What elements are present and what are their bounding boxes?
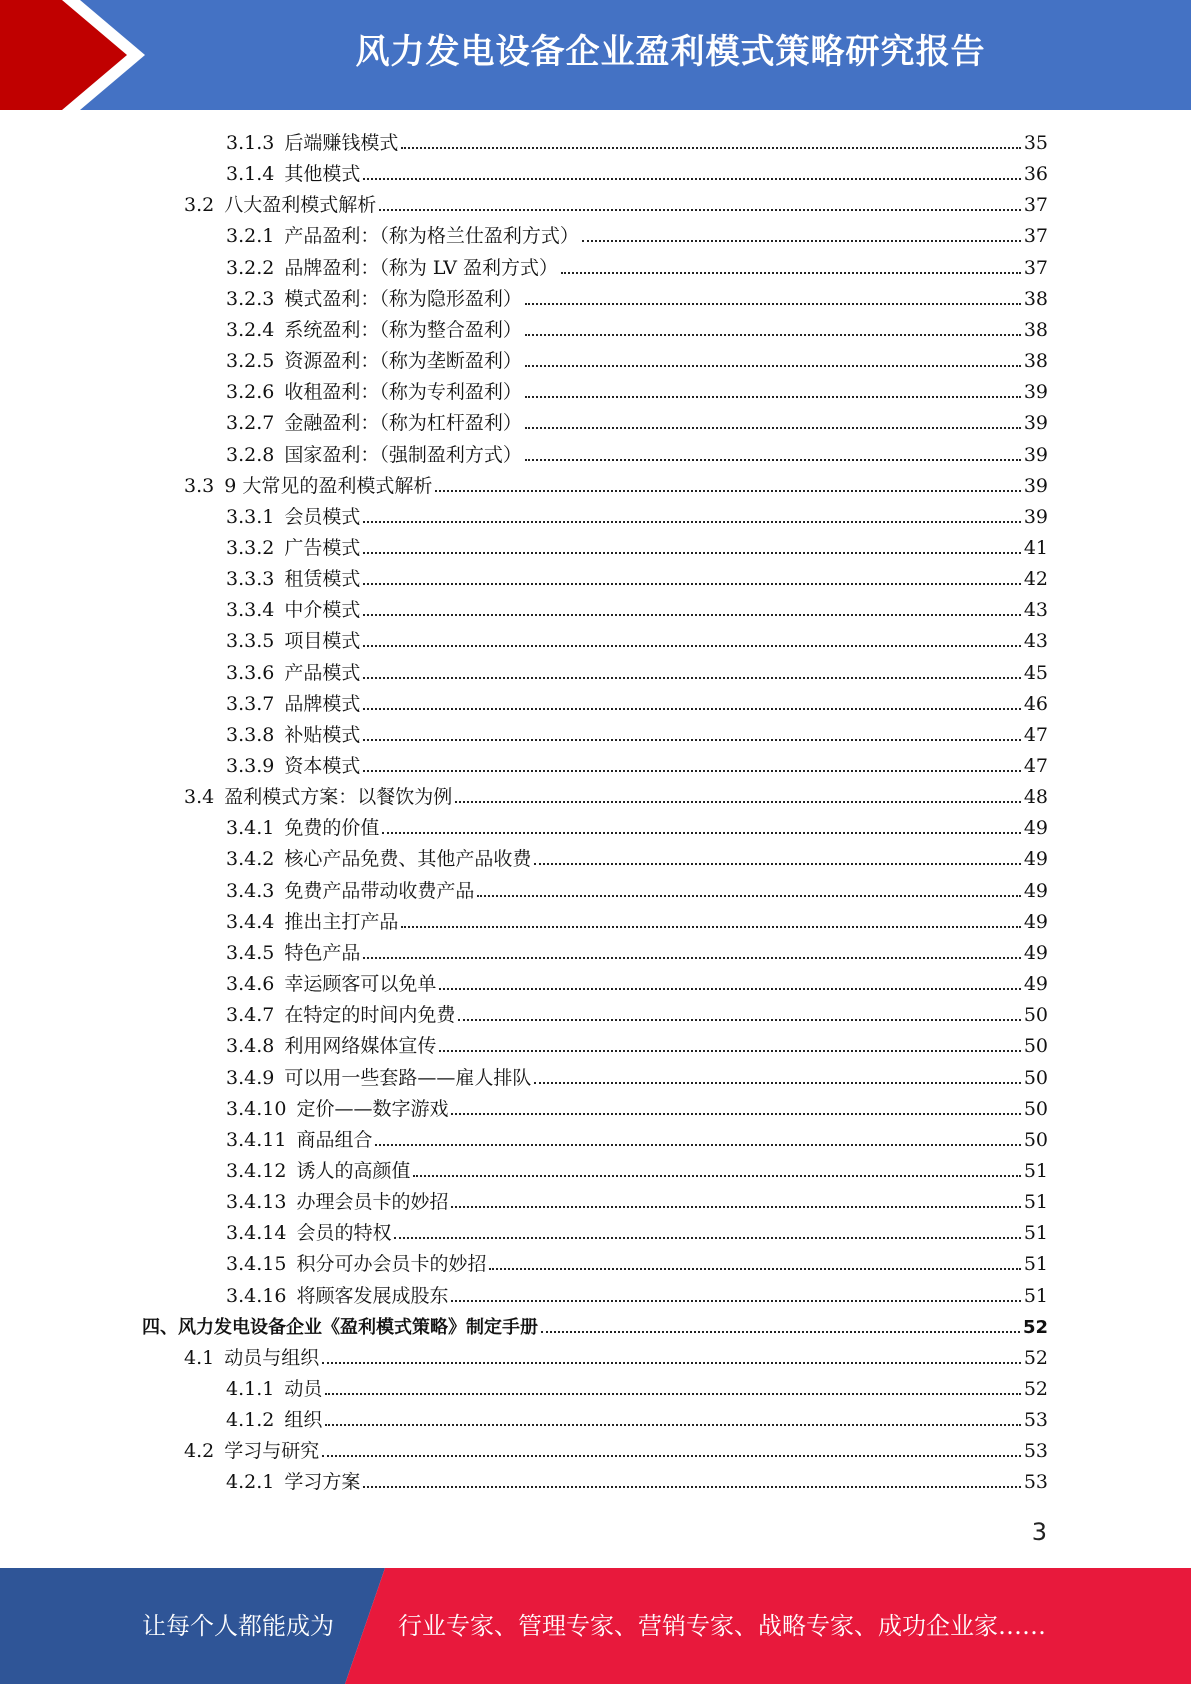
toc-entry-number: 3.4.13 [226,1191,287,1214]
toc-entry-title: 学习与研究 [224,1440,320,1463]
toc-entry-page: 49 [1023,879,1048,902]
toc-dot-leader [322,1362,1021,1364]
toc-dot-leader [541,1331,1020,1333]
page-footer [0,1568,1191,1684]
toc-entry[interactable] [226,1187,1048,1218]
toc-entry-number: 3.4 [184,786,215,809]
toc-entry-title: 幸运顾客可以免单 [284,973,437,996]
toc-dot-leader [455,801,1021,803]
toc-entry-page: 45 [1023,661,1048,684]
toc-entry[interactable] [226,502,1048,533]
toc-entry[interactable] [226,564,1048,595]
toc-entry[interactable] [226,938,1048,969]
toc-entry-page: 53 [1023,1409,1048,1432]
toc-entry[interactable] [226,907,1048,938]
toc-entry-number: 3.4.8 [226,1035,275,1058]
toc-entry[interactable] [184,471,1048,502]
toc-entry-number: 3.4.12 [226,1159,287,1182]
toc-entry[interactable] [226,346,1048,377]
toc-entry-number: 3.4.11 [226,1128,287,1151]
toc-dot-leader [363,178,1020,180]
toc-entry-title: 学习方案 [284,1471,361,1494]
toc-entry[interactable] [142,1312,1048,1343]
toc-entry-page: 43 [1023,630,1048,653]
toc-entry-title: 动员 [284,1378,323,1400]
toc-entry[interactable] [226,408,1048,439]
toc-dot-leader [458,1019,1020,1021]
toc-dot-leader [363,1486,1020,1488]
toc-dot-leader [363,614,1020,616]
toc-entry-title: 在特定的时间内免费 [284,1004,456,1027]
toc-entry-number: 4.2.1 [226,1471,275,1494]
toc-dot-leader [325,1424,1020,1426]
toc-entry[interactable] [226,1467,1048,1498]
toc-entry-page: 49 [1023,910,1048,933]
toc-entry-page: 50 [1023,1035,1048,1058]
toc-entry-page: 51 [1023,1284,1048,1307]
toc-entry-number: 3.3.3 [226,568,275,591]
toc-entry-title: 八大盈利模式解析 [224,194,377,217]
toc-entry-number: 3.3.7 [226,692,275,715]
toc-entry-number: 4.1.2 [226,1409,275,1432]
toc-entry-title: 办理会员卡的妙招 [296,1191,449,1214]
toc-dot-leader [363,521,1020,523]
toc-entry-number: 3.4.7 [226,1004,275,1027]
toc-entry-page: 49 [1023,848,1048,871]
toc-dot-leader [363,677,1020,679]
toc-entry-title: 金融盈利：（称为杠杆盈利） [284,412,522,435]
toc-dot-leader [582,240,1021,242]
toc-dot-leader [525,365,1021,367]
toc-entry-page: 47 [1023,755,1048,777]
toc-dot-leader [375,1144,1020,1146]
toc-dot-leader [394,1237,1020,1239]
header-arrow-icon [0,0,160,110]
toc-entry-page: 49 [1023,817,1048,840]
toc-entry-number: 3.4.3 [226,879,275,902]
toc-dot-leader [451,1300,1020,1302]
toc-entry-number: 3.2.8 [226,443,275,466]
toc-entry-number: 4.1.1 [226,1378,275,1400]
toc-entry[interactable] [226,844,1048,875]
toc-dot-leader [401,147,1020,149]
toc-entry-number: 3.4.2 [226,848,275,871]
toc-entry-page: 51 [1023,1222,1048,1245]
toc-entry-page: 51 [1023,1191,1048,1214]
toc-entry-title: 利用网络媒体宣传 [284,1035,437,1058]
toc-entry-title: 诱人的高颜值 [296,1159,411,1182]
toc-entry-title: 产品盈利：（称为格兰仕盈利方式） [284,225,579,248]
toc-entry[interactable] [226,813,1048,844]
toc-entry-number: 3.2.7 [226,412,275,435]
toc-entry-title: 定价——数字游戏 [296,1097,449,1120]
toc-entry-number: 3.3 [184,474,215,497]
toc-dot-leader [401,926,1020,928]
toc-entry-title: 系统盈利：（称为整合盈利） [284,318,522,341]
toc-dot-leader [363,552,1020,554]
toc-entry-number: 3.3.2 [226,536,275,559]
toc-entry-title: 后端赚钱模式 [284,132,399,154]
toc-entry-title: 收租盈利：（称为专利盈利） [284,381,522,404]
toc-entry-page: 52 [1023,1346,1048,1369]
toc-entry[interactable] [226,1125,1048,1156]
page-number: 3 [1031,1518,1047,1546]
toc-entry-title: 动员与组织 [224,1346,320,1369]
toc-entry-number: 3.2.3 [226,287,275,310]
toc-entry-title: 将顾客发展成股东 [296,1284,449,1307]
toc-entry-page: 37 [1023,256,1048,279]
toc-entry-page: 38 [1023,350,1048,373]
toc-entry-title: 项目模式 [284,630,361,653]
toc-entry[interactable] [226,876,1048,907]
toc-dot-leader [382,832,1020,834]
footer-roles: 行业专家、管理专家、营销专家、战略专家、成功企业家…… [398,1612,1046,1640]
toc-entry[interactable] [226,626,1048,657]
toc-entry[interactable] [226,1374,1048,1405]
toc-entry-number: 3.3.5 [226,630,275,653]
toc-entry-title: 租赁模式 [284,568,361,591]
toc-entry-title: 品牌模式 [284,692,361,715]
toc-entry-page: 52 [1022,1316,1048,1338]
toc-dot-leader [363,739,1020,741]
footer-slogan: 让每个人都能成为 [142,1612,334,1640]
toc-entry-page: 47 [1023,723,1048,746]
toc-entry-page: 49 [1023,973,1048,996]
toc-entry-number: 3.4.6 [226,973,275,996]
toc-entry[interactable] [226,315,1048,346]
toc-entry-title: 核心产品免费、其他产品收费 [284,848,532,871]
toc-entry[interactable] [184,1436,1048,1467]
toc-dot-leader [325,1393,1020,1395]
toc-entry-number: 3.2.2 [226,256,275,279]
toc-entry-page: 46 [1023,692,1048,715]
toc-entry-page: 42 [1023,568,1048,591]
toc-entry-number: 3.4.1 [226,817,275,840]
toc-dot-leader [439,988,1020,990]
toc-entry-number: 3.4.15 [226,1253,287,1276]
toc-dot-leader [534,863,1020,865]
toc-dot-leader [363,770,1020,772]
toc-entry-title: 会员模式 [284,505,361,528]
toc-dot-leader [561,272,1021,274]
toc-entry-title: 国家盈利：（强制盈利方式） [284,443,522,466]
toc-entry-title: 盈利模式方案：以餐饮为例 [224,786,453,809]
toc-entry-number: 3.2.4 [226,318,275,341]
toc-dot-leader [451,1206,1020,1208]
toc-dot-leader [322,1455,1021,1457]
toc-entry-title: 商品组合 [296,1128,373,1151]
toc-dot-leader [477,895,1020,897]
toc-entry-page: 39 [1023,443,1048,466]
toc-dot-leader [525,334,1021,336]
toc-entry-number: 3.4.4 [226,910,275,933]
toc-entry-number: 4.2 [184,1440,215,1463]
toc-entry-title: 中介模式 [284,599,361,622]
toc-entry-title: 可以用一些套路——雇人排队 [284,1066,532,1089]
toc-entry[interactable] [226,1000,1048,1031]
toc-entry-page: 49 [1023,941,1048,964]
toc-entry-page: 37 [1023,194,1048,217]
toc-dot-leader [525,459,1021,461]
toc-entry-page: 35 [1023,132,1048,154]
toc-entry-number: 3.4.9 [226,1066,275,1089]
toc-entry[interactable] [184,782,1048,813]
toc-entry-page: 50 [1023,1066,1048,1089]
toc-entry-number: 3.4.16 [226,1284,287,1307]
toc-dot-leader [534,1082,1020,1084]
toc-entry-page: 38 [1023,287,1048,310]
toc-entry[interactable] [226,595,1048,626]
toc-entry-page: 51 [1023,1253,1048,1276]
toc-entry-title: 其他模式 [284,163,361,186]
toc-dot-leader [525,427,1021,429]
toc-entry-page: 50 [1023,1097,1048,1120]
toc-entry-number: 3.3.1 [226,505,275,528]
toc-dot-leader [489,1268,1020,1270]
toc-entry-page: 50 [1023,1128,1048,1151]
toc-dot-leader [451,1113,1020,1115]
toc-dot-leader [525,396,1021,398]
toc-entry-number: 3.1.3 [226,132,275,154]
toc-entry-page: 53 [1023,1440,1048,1463]
toc-dot-leader [413,1175,1020,1177]
toc-entry[interactable] [226,284,1048,315]
toc-entry-page: 50 [1023,1004,1048,1027]
toc-entry[interactable] [226,440,1048,471]
toc-entry-number: 3.2 [184,194,215,217]
toc-entry[interactable] [226,689,1048,720]
toc-entry-page: 52 [1023,1378,1048,1400]
toc-entry-page: 53 [1023,1471,1048,1494]
toc-dot-leader [379,209,1021,211]
toc-entry[interactable] [226,377,1048,408]
toc-entry-title: 品牌盈利：（称为 LV 盈利方式） [284,256,559,279]
toc-dot-leader [363,645,1020,647]
toc-entry[interactable] [226,221,1048,252]
toc-entry[interactable] [226,1156,1048,1187]
toc-dot-leader [363,708,1020,710]
toc-dot-leader [435,490,1020,492]
toc-entry[interactable] [226,969,1048,1000]
toc-entry-title: 模式盈利：（称为隐形盈利） [284,287,522,310]
toc-entry[interactable] [226,751,1048,782]
toc-entry[interactable] [184,1343,1048,1374]
toc-entry-page: 51 [1023,1159,1048,1182]
toc-entry[interactable] [226,658,1048,689]
toc-entry-title: 免费的价值 [284,817,380,840]
toc-entry-number: 3.2.5 [226,350,275,373]
toc-entry[interactable] [226,1218,1048,1249]
toc-entry[interactable] [226,1094,1048,1125]
toc-entry[interactable] [226,159,1048,190]
toc-entry-number: 3.4.5 [226,941,275,964]
page-header [0,0,1191,110]
toc-entry-title: 特色产品 [284,941,361,964]
toc-entry[interactable] [226,1249,1048,1280]
toc-entry-number: 3.3.6 [226,661,275,684]
toc-entry-number: 3.3.4 [226,599,275,622]
toc-entry-page: 36 [1023,163,1048,186]
toc-entry-number: 4.1 [184,1346,215,1369]
toc-entry[interactable] [226,720,1048,751]
toc-entry-title: 会员的特权 [296,1222,392,1245]
toc-entry-number: 3.2.1 [226,225,275,248]
toc-entry-page: 48 [1023,786,1048,809]
toc-entry-page: 38 [1023,318,1048,341]
toc-entry-page: 39 [1023,505,1048,528]
toc-dot-leader [525,303,1021,305]
toc-entry-title: 产品模式 [284,661,361,684]
toc-entry-page: 37 [1023,225,1048,248]
toc-entry-page: 43 [1023,599,1048,622]
toc-entry-title: 免费产品带动收费产品 [284,879,475,902]
toc-entry[interactable] [226,253,1048,284]
toc-entry[interactable] [184,190,1048,221]
toc-dot-leader [363,583,1020,585]
toc-entry[interactable] [226,533,1048,564]
toc-entry[interactable] [226,1281,1048,1312]
toc-entry-title: 资本模式 [284,755,361,777]
report-title: 风力发电设备企业盈利模式策略研究报告 [355,32,986,72]
toc-entry-title: 补贴模式 [284,723,361,746]
toc-entry-number: 3.4.10 [226,1097,287,1120]
toc-entry-title: 9 大常见的盈利模式解析 [224,474,433,497]
toc-entry-title: 资源盈利：（称为垄断盈利） [284,350,522,373]
toc-entry-page: 39 [1023,412,1048,435]
toc-entry-number: 3.4.14 [226,1222,287,1245]
toc-entry-title: 积分可办会员卡的妙招 [296,1253,487,1276]
toc-entry-title: 风力发电设备企业《盈利模式策略》制定手册 [178,1316,538,1338]
toc-entry-number: 3.3.8 [226,723,275,746]
toc-entry-number: 3.3.9 [226,755,275,777]
toc-entry-title: 推出主打产品 [284,910,399,933]
toc-entry-page: 41 [1023,536,1048,559]
toc-entry-title: 广告模式 [284,536,361,559]
toc-dot-leader [439,1050,1020,1052]
toc-entry-number: 3.1.4 [226,163,275,186]
toc-entry[interactable] [226,1063,1048,1094]
toc-entry-number: 3.2.6 [226,381,275,404]
toc-entry-number: 四、 [142,1316,178,1338]
toc-dot-leader [363,957,1020,959]
toc-entry[interactable] [226,128,1048,159]
toc-entry-title: 组织 [284,1409,323,1432]
toc-entry[interactable] [226,1405,1048,1436]
toc-entry[interactable] [226,1031,1048,1062]
toc-entry-page: 39 [1023,474,1048,497]
toc-entry-page: 39 [1023,381,1048,404]
